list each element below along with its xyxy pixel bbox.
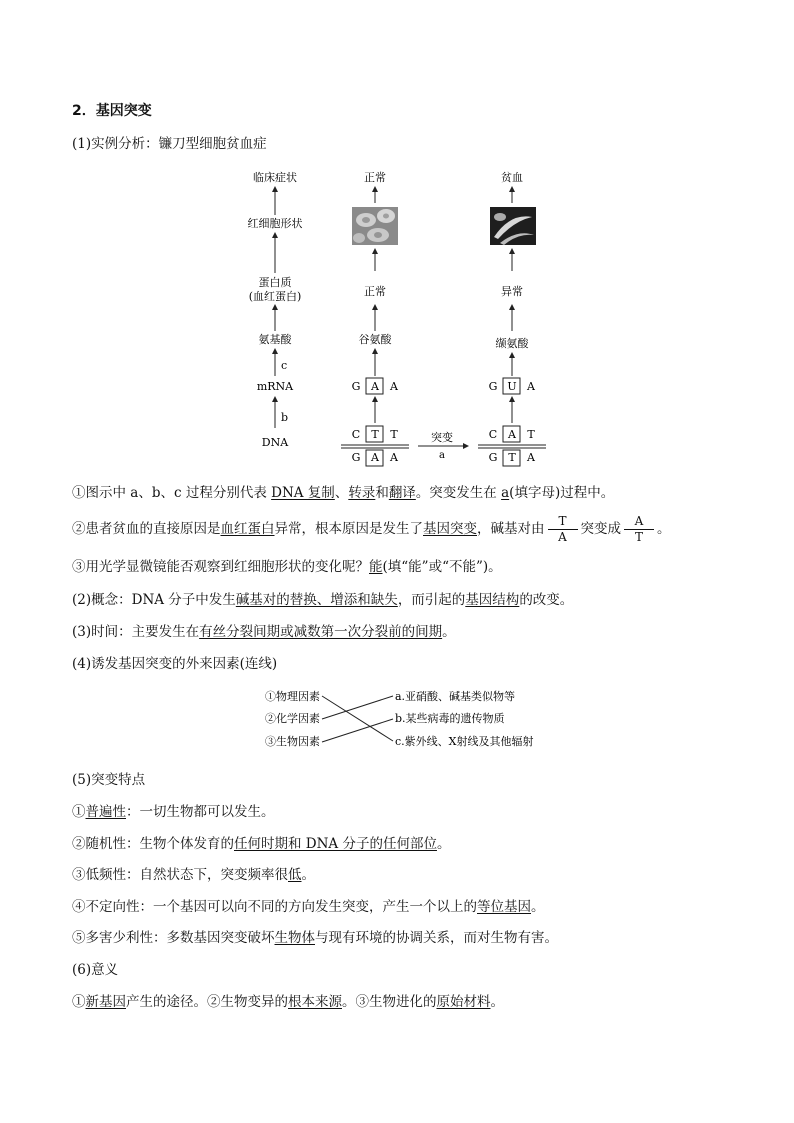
answer-organism: 生物体 [274,930,315,946]
answer-translation: 翻译 [388,485,416,501]
answer-transcription: 转录 [348,485,376,501]
base-pair-to: $\frac{A}{T}$ [624,515,654,544]
normal-mrna-1: G [351,380,361,393]
normal-protein: 正常 [364,285,386,298]
answer-dna-replication: DNA 复制 [271,485,335,501]
anemia-protein: 异常 [501,285,523,298]
factor-a: a.亚硝酸、碱基类似物等 [395,690,516,703]
answer-hemoglobin: 血红蛋白 [220,521,275,537]
question-3: ③用光学显微镜能否观察到红细胞形状的变化呢？能(填“能”或“不能”)。 [72,559,502,575]
label-mrna: mRNA [256,380,294,393]
factor-physical: ①物理因素 [265,690,320,703]
question-2: ②患者贫血的直接原因是血红蛋白异常，根本原因是发生了基因突变，碱基对由 $\frac{T}{A}$ 突变成 $\frac{A}{T}$ 。 [72,514,671,544]
normal-rbc-image [352,207,398,245]
anemia-dna-bottom-3: A [527,451,535,464]
feature-non-directional: ④不定向性：一个基因可以向不同的方向发生突变，产生一个以上的等位基因。 [72,899,545,915]
arrow-c-label: c [281,359,288,372]
arrow-b-label: b [281,411,289,424]
factor-chemical: ②化学因素 [265,712,320,725]
answer-fundamental-source: 根本来源 [288,994,342,1010]
anemia-top: 贫血 [501,171,523,184]
base-pair-from: $\frac{T}{A}$ [548,515,578,544]
answer-base-pair-changes: 碱基对的替换、增添和缺失 [235,592,398,608]
factor-c: c.紫外线、X射线及其他辐射 [395,735,534,748]
anemia-dna-top-2: A [508,428,516,441]
normal-amino: 谷氨酸 [358,333,392,346]
anemia-mrna-3: A [527,380,535,393]
factor-biological: ③生物因素 [265,735,320,748]
anemia-dna-top-1: C [488,428,498,441]
label-dna: DNA [261,436,289,449]
normal-dna-top-2: T [371,428,379,441]
sickle-rbc-image [490,207,536,245]
subsection-title: (1)实例分析：镰刀型细胞贫血症 [72,136,267,152]
label-protein: 蛋白质 [258,276,292,289]
answer-new-gene: 新基因 [85,994,126,1010]
anemia-amino: 缬氨酸 [495,337,529,350]
anemia-dna-bottom-1: G [488,451,498,464]
section-heading: 2．基因突变 [72,103,152,119]
answer-process-a: a [501,485,510,501]
label-rbc-shape: 红细胞形状 [247,217,303,230]
answer-any-time-any-site: 任何时期和 DNA 分子的任何部位 [234,836,437,852]
answer-raw-material: 原始材料 [436,994,491,1010]
feature-harmful: ⑤多害少利性：多数基因突变破坏生物体与现有环境的协调关系，而对生物有害。 [72,930,558,946]
mutation-label: 突变 [431,431,453,444]
factors-matching [0,685,794,755]
feature-low-frequency: ③低频性：自然状态下，突变频率很低。 [72,867,315,883]
normal-dna-top-1: C [351,428,361,441]
answer-can: 能 [369,559,383,575]
answer-allele: 等位基因 [477,899,531,915]
features-title: (5)突变特点 [72,772,146,788]
normal-dna-top-3: T [390,428,398,441]
normal-dna-bottom-1: G [351,451,361,464]
answer-gene-mutation: 基因突变 [423,521,477,537]
anemia-mrna-1: G [488,380,498,393]
normal-mrna-2: A [371,380,379,393]
factors-title: (4)诱发基因突变的外来因素(连线) [72,656,278,672]
sickle-cell-diagram [0,165,794,485]
question-1: ①图示中 a、b、c 过程分别代表 DNA 复制、转录和翻译。突变发生在 a(填字母)过程中。 [72,485,615,501]
normal-mrna-3: A [390,380,398,393]
normal-top: 正常 [364,171,386,184]
feature-universality: ①普遍性：一切生物都可以发生。 [72,804,275,820]
factor-b: b.某些病毒的遗传物质 [395,712,505,725]
anemia-dna-top-3: T [527,428,535,441]
meaning-items: ①新基因产生的途径。②生物变异的根本来源。③生物进化的原始材料。 [72,994,504,1010]
feature-randomness: ②随机性：生物个体发育的任何时期和 DNA 分子的任何部位。 [72,836,451,852]
anemia-dna-bottom-2: T [508,451,516,464]
answer-universality: 普遍性 [85,804,126,820]
label-hemoglobin: (血红蛋白) [248,290,302,303]
meaning-title: (6)意义 [72,962,119,978]
answer-interphase: 有丝分裂间期或减数第一次分裂前的间期 [199,624,443,640]
concept: (2)概念：DNA 分子中发生碱基对的替换、增添和缺失，而引起的基因结构的改变。 [72,592,574,608]
label-amino-acid: 氨基酸 [258,333,292,346]
anemia-mrna-2: U [507,380,517,393]
time: (3)时间：主要发生在有丝分裂间期或减数第一次分裂前的间期。 [72,624,456,640]
answer-low: 低 [288,867,302,883]
normal-dna-bottom-2: A [371,451,379,464]
answer-gene-structure: 基因结构 [465,592,520,608]
label-clinical: 临床症状 [253,171,297,184]
normal-dna-bottom-3: A [390,451,398,464]
mutation-sub: a [439,450,445,461]
